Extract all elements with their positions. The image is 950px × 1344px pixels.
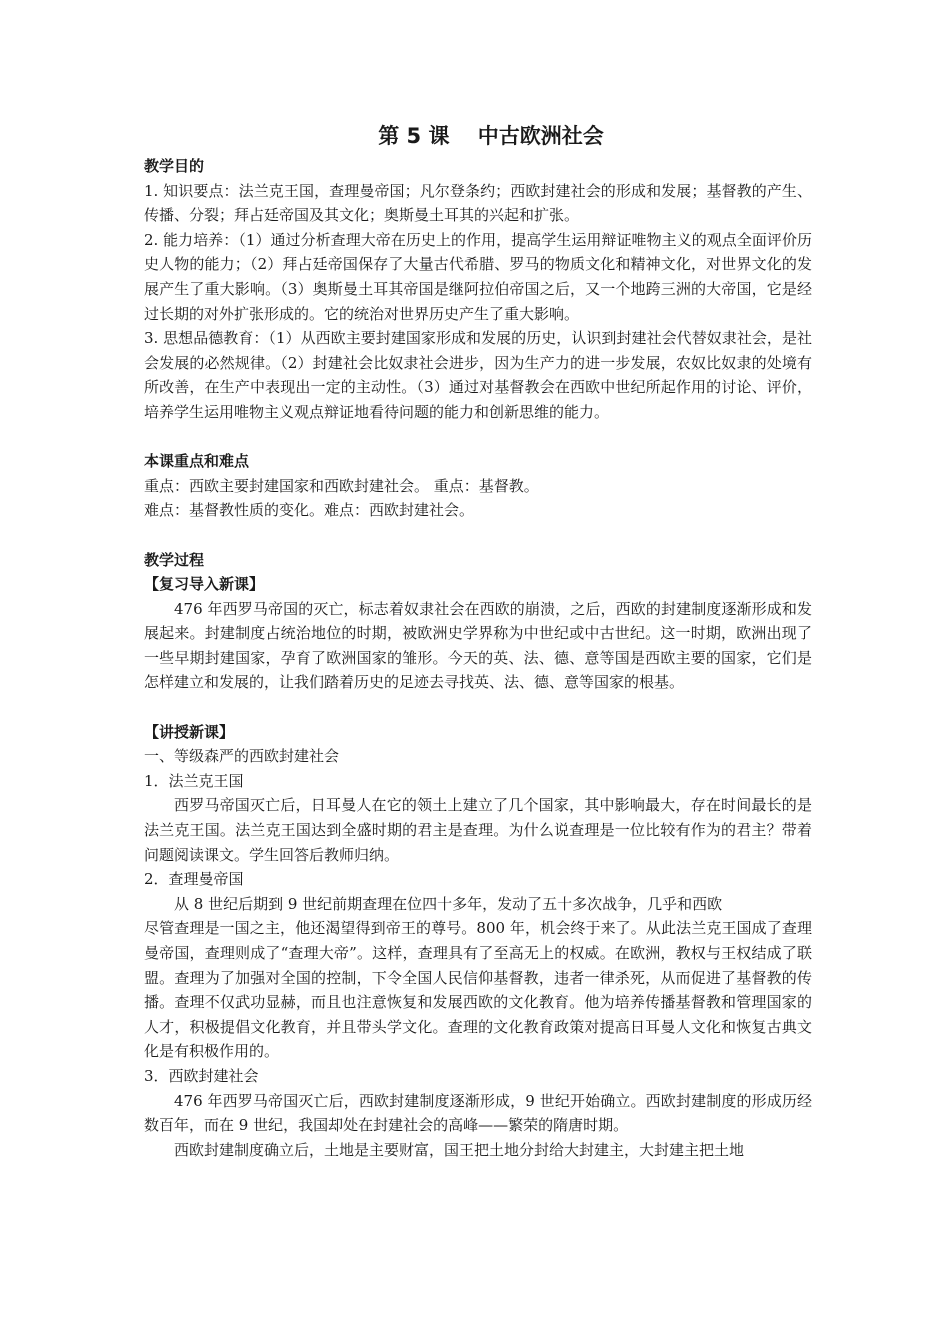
review-heading: 【复习导入新课】 <box>144 575 265 594</box>
spacer <box>144 425 812 450</box>
subsection-paragraph: 从 8 世纪后期到 9 世纪前期查理在位四十多年，发动了五十多次战争，几乎和西欧 <box>174 894 723 913</box>
process-heading: 教学过程 <box>144 550 205 569</box>
objective-item: 3. 思想品德教育：（1）从西欧主要封建国家形成和发展的历史，认识到封建社会代替奴隶社会，是社会发展的必然规律。（2）封建社会比奴隶社会进步，因为生产力的进一步发展，农奴比奴隶的处境有所改善，在生产中表现出一定的主动性。（3）通过对基督教会在西欧中世纪所起作用的讨论、评价，培养学生运用唯物主义观点辩证地看待问题的能力和创新思维的能力。 <box>144 329 812 421</box>
subsection-paragraph: 476 年西罗马帝国灭亡后，西欧封建制度逐渐形成，9 世纪开始确立。西欧封建制度的形成历经数百年，而在 9 世纪，我国却处在封建社会的高峰——繁荣的隋唐时期。 <box>144 1091 812 1135</box>
subsection-paragraph: 西罗马帝国灭亡后，日耳曼人在它的领土上建立了几个国家，其中影响最大，存在时间最长的是法兰克王国。法兰克王国达到全盛时期的君主是查理。为什么说查理是一位比较有作为的君主？带着问题阅读课文。学生回答后教师归纳。 <box>144 796 812 864</box>
subsection-paragraph: 尽管查理是一国之主，他还渴望得到帝王的尊号。800 年，机会终于来了。从此法兰克王国成了查理曼帝国，查理则成了“查理大帝”。这样，查理具有了至高无上的权威。在欧洲，教权与王权结成了联盟。查理为了加强对全国的控制，下令全国人民信仰基督教，违者一律杀死，从而促进了基督教的传播。查理不仅武功显赫，而且也注意恢复和发展西欧的文化教育。他为培养传播基督教和管理国家的人才，积极提倡文化教育，并且带头学文化。查理的文化教育政策对提高日耳曼人文化和恢复古典文化是有积极作用的。 <box>144 919 812 1061</box>
key-points-line: 重点：西欧主要封建国家和西欧封建社会。 重点：基督教。 <box>144 476 539 495</box>
objective-item: 1. 知识要点：法兰克王国，查理曼帝国；凡尔登条约；西欧封建社会的形成和发展；基督教的产生、传播、分裂；拜占廷帝国及其文化；奥斯曼土耳其的兴起和扩张。 <box>144 181 812 225</box>
page-title: 第 5 课 中古欧洲社会 <box>378 124 604 148</box>
key-points-heading: 本课重点和难点 <box>144 452 250 471</box>
objectives-heading: 教学目的 <box>144 157 205 175</box>
spacer <box>144 523 812 548</box>
subsection-heading: 2．查理曼帝国 <box>144 870 244 889</box>
difficulty-line: 难点：基督教性质的变化。难点：西欧封建社会。 <box>144 501 475 520</box>
subsection-heading: 1．法兰克王国 <box>144 771 244 790</box>
spacer <box>144 695 812 720</box>
section-heading: 一、等级森严的西欧封建社会 <box>144 747 340 766</box>
lecture-heading: 【讲授新课】 <box>144 722 235 741</box>
objective-item: 2. 能力培养：（1）通过分析查理大帝在历史上的作用，提高学生运用辩证唯物主义的观点全面评价历史人物的能力；（2）拜占廷帝国保存了大量古代希腊、罗马的物质文化和精神文化，对世界文化的发展产生了重大影响。（3）奥斯曼土耳其帝国是继阿拉伯帝国之后，又一个地跨三洲的大帝国，它是经过长期的对外扩张形成的。它的统治对世界历史产生了重大影响。 <box>144 230 812 323</box>
subsection-paragraph: 西欧封建制度确立后，土地是主要财富，国王把土地分封给大封建主，大封建主把土地 <box>174 1140 745 1159</box>
subsection-heading: 3．西欧封建社会 <box>144 1066 259 1085</box>
review-paragraph: 476 年西罗马帝国的灭亡，标志着奴隶社会在西欧的崩溃，之后，西欧的封建制度逐渐形成和发展起来。封建制度占统治地位的时期，被欧洲史学界称为中世纪或中古世纪。这一时期，欧洲出现了一些早期封建国家，孕育了欧洲国家的雏形。今天的英、法、德、意等国是西欧主要的国家，它们是怎样建立和发展的，让我们踏着历史的足迹去寻找英、法、德、意等国家的根基。 <box>144 599 812 692</box>
document-page <box>144 118 812 1162</box>
